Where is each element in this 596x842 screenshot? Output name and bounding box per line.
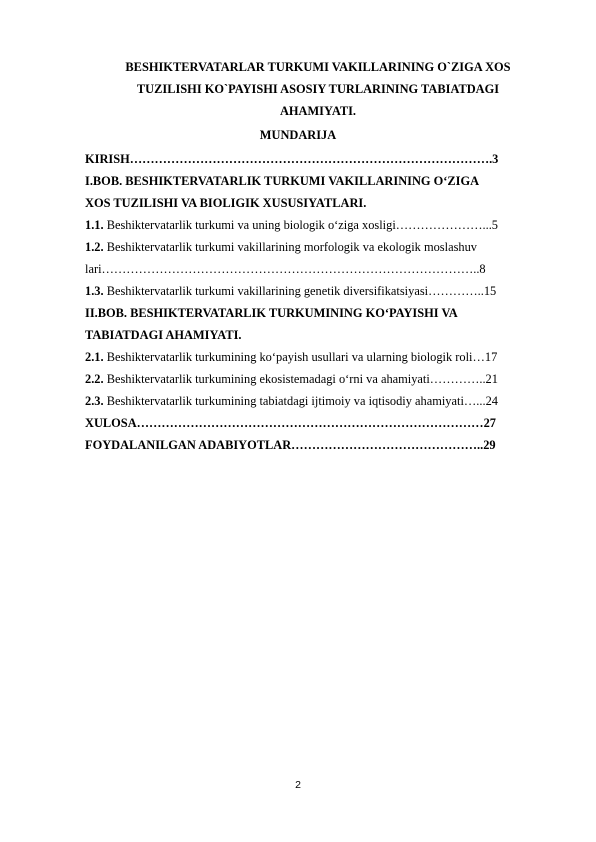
section-number: 1.3. xyxy=(85,284,104,298)
toc-references: FOYDALANILGAN ADABIYOTLAR………………………………………..29 xyxy=(85,438,496,452)
section-number: 1.1. xyxy=(85,218,104,232)
section-number: 2.1. xyxy=(85,350,104,364)
section-title: Beshiktervatarlik turkumining ko‘payish usullari va ularning biologik roli…17 xyxy=(103,350,498,364)
section-title: Beshiktervatarlik turkumi vakillarining genetik diversifikatsiyasi…………..15 xyxy=(103,284,497,298)
document-title xyxy=(70,56,566,122)
section-title: Beshiktervatarlik turkumining ekosistemadagi o‘rni va ahamiyati…………..21 xyxy=(103,372,498,386)
title-line-3: AHAMIYATI. xyxy=(279,104,357,118)
toc-chapter-2-line-2: TABIATDAGI AHAMIYATI. xyxy=(85,328,242,342)
toc-section-1-2 xyxy=(85,236,557,258)
section-number: 2.2. xyxy=(85,372,104,386)
section-title: Beshiktervatarlik turkumi vakillarining morfologik va ekologik moslashuv xyxy=(103,240,477,254)
toc-section-1-3 xyxy=(85,280,557,302)
page-number: 2 xyxy=(295,779,301,791)
section-title: Beshiktervatarlik turkumi va uning biologik o‘ziga xosligi…………………...5 xyxy=(103,218,498,232)
toc-section-2-1 xyxy=(85,346,557,368)
toc-section-1-1 xyxy=(85,214,557,236)
toc-chapter-1-line-1: I.BOB. BESHIKTERVATARLIK TURKUMI VAKILLARINING O‘ZIGA xyxy=(85,174,480,188)
title-line-1: BESHIKTERVATARLAR TURKUMI VAKILLARINING O`ZIGA XOS xyxy=(125,60,511,74)
toc-chapter-2-line-1: II.BOB. BESHIKTERVATARLIK TURKUMINING KO‘PAYISHI VA xyxy=(85,306,458,320)
title-line-2: TUZILISHI KO`PAYISHI ASOSIY TURLARINING TABIATDAGI xyxy=(136,82,500,96)
toc-section-2-2 xyxy=(85,368,557,390)
toc-xulosa: XULOSA…………………………………………………………………………27 xyxy=(85,416,496,430)
contents-heading: MUNDARIJA xyxy=(259,128,337,142)
toc-section-2-3 xyxy=(85,390,557,412)
section-number: 1.2. xyxy=(85,240,104,254)
toc-section-1-2-continued: lari………………………………………………………………………………..8 xyxy=(85,262,486,276)
section-number: 2.3. xyxy=(85,394,104,408)
section-title: Beshiktervatarlik turkumining tabiatdagi ijtimoiy va iqtisodiy ahamiyati…...24 xyxy=(103,394,498,408)
toc-kirish: KIRISH…………………………………………………………………………….3 xyxy=(85,152,499,166)
toc-chapter-1-line-2: XOS TUZILISHI VA BIOLIGIK XUSUSIYATLARI. xyxy=(85,196,367,210)
table-of-contents xyxy=(85,148,557,456)
